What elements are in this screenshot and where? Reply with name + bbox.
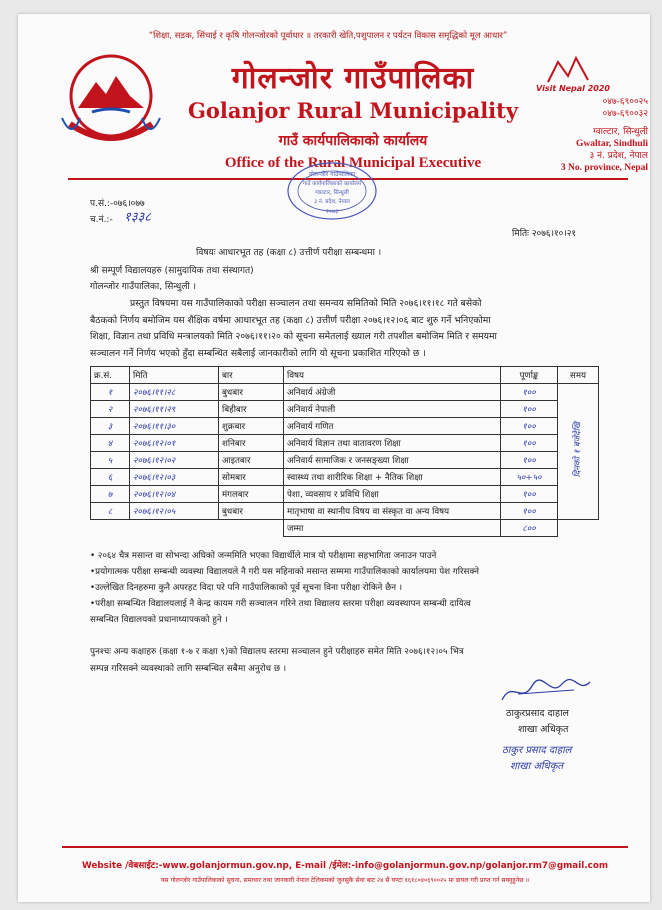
recipient-line-2: गोलन्जोर गाउँपालिका, सिन्धुली । [90, 282, 197, 292]
phone-2: ०४७-६९००३२ [602, 109, 648, 119]
table-row: ४ २०७६।१२।०१ शनिबार अनिवार्य विज्ञान तथा वातावरण शिक्षा १०० [91, 435, 599, 452]
total-marks: ८०० [501, 520, 558, 537]
body-line: बैठकको निर्णय बमोजिम यस शैक्षिक वर्षमा आधारभूत तह (कक्षा ८) उत्तीर्ण परीक्षा २०७६।१२।०६ बाट शुरु गर्ने भनिएकोमा [90, 314, 491, 326]
table-row: ५ २०७६।१२।०२ आइतबार अनिवार्य सामाजिक र जनसङ्ख्या शिक्षा १०० [91, 452, 599, 469]
notes-list [90, 548, 610, 628]
time-text: दिनको १ बजेदेखि [573, 422, 583, 478]
header-sn: क्र.सं. [91, 367, 130, 384]
emblem-logo [58, 48, 164, 152]
signature-scribble [488, 676, 598, 708]
office-title-np: गाउँ कार्यपालिकाको कार्यालय [278, 133, 428, 149]
header-time: समय [558, 367, 599, 384]
motto-text: “शिक्षा, सडक, सिंचाई र कृषि गोलन्जोरको पूर्वाधार ॥ तरकारी खेति,पशुपालन र पर्यटन विकास समृद्धिको मूल आधार” [148, 31, 508, 41]
header-marks: पूर्णाङ्क [501, 367, 558, 384]
mountain-icon [78, 76, 144, 108]
recipient-line-1: श्री सम्पूर्ण विद्यालयहरु (सामुदायिक तथा संस्थागत) [90, 266, 254, 276]
time-cell [558, 384, 599, 520]
footer-divider [62, 846, 628, 848]
svg-text:Visit Nepal 2020: Visit Nepal 2020 [536, 84, 610, 93]
exam-schedule-table [90, 366, 599, 537]
emblem-ribbon [70, 124, 152, 138]
header-date: मिति [130, 367, 219, 384]
address-en-1: Gwaltar, Sindhuli [576, 139, 648, 149]
table-row: ७ २०७६।१२।०४ मंगलबार पेशा, व्यवसाय र प्रविधि शिक्षा १०० [91, 486, 599, 503]
list-item: •परीक्षा सम्बन्धित विद्यालयलाई नै केन्द्र कायम गरी सञ्चालन गरिने तथा विद्यालय स्तरमा परीक्षा व्यवस्थापन सम्बन्धी दायित्व [90, 599, 471, 609]
contact-address-block [552, 96, 648, 174]
list-item: सम्बन्धित विद्यालयको प्रधानाध्यापकको हुने । [90, 615, 228, 625]
signatory-name: ठाकुरप्रसाद दाहाल [506, 708, 569, 719]
dispatch-label: च.नं.:- [90, 215, 113, 225]
list-item: •उल्लेखित दिनहरुमा कुनै अपरहट विदा परे पनि गाउँपालिकाको पूर्व सूचना विना परीक्षा रोकिने छैन । [90, 583, 403, 593]
list-item: •प्रयोगात्मक परीक्षा सम्बन्धी व्यवस्था विद्यालयले नै गरी यस महिनाको मसान्त सम्ममा गाउँपालिकाको कार्यालयमा पेश गरिसक्ने [90, 567, 479, 577]
river-icon [92, 109, 130, 112]
svg-text:ग्वाल्टार, सिन्धुली: ग्वाल्टार, सिन्धुली [315, 190, 349, 196]
office-stamp [284, 160, 380, 222]
table-header-row [91, 367, 599, 384]
header-day: बार [219, 367, 284, 384]
table-row: १ २०७६।११।२८ बुधबार अनिवार्य अंग्रेजी १०० दिनको १ बजेदेखि [91, 384, 599, 401]
table-row: ३ २०७६।११।३० शुक्रबार अनिवार्य गणित १०० [91, 418, 599, 435]
address-np-2: ३ नं. प्रदेश, नेपाल [589, 151, 648, 161]
municipality-title-np: गोलन्जोर गाउँपालिका [231, 61, 475, 96]
address-np-1: ग्वाल्टार, सिन्धुली [593, 127, 648, 137]
phone-1: ०४७-६९००२५ [602, 97, 648, 107]
letter-subject: विषयः आधारभूत तह (कक्षा ८) उत्तीर्ण परीक्षा सम्बन्धमा । [196, 248, 382, 258]
visit-nepal-logo [536, 52, 610, 94]
list-item: • २०६४ चैत्र मसान्त वा सोभन्दा अघिको जन्ममिति भएका विद्यार्थीले मात्र यो परीक्षामा सहभागिता जनाउन पाउने [90, 551, 437, 561]
table-row: ६ २०७६।१२।०३ सोमबार स्वास्थ्य तथा शारीरिक शिक्षा + नैतिक शिक्षा ५०+५० [91, 469, 599, 486]
letter-date: मितिः २०७६।१०।२१ [512, 229, 577, 239]
svg-text:गाउँ कार्यपालिकाको कार्यालय: गाउँ कार्यपालिकाको कार्यालय [302, 181, 362, 187]
signatory-title-handwritten: शाखा अधिकृत [510, 761, 564, 772]
footer-notice: यस गोलन्जोर गाउँपालिकाको सुचना, समाचार तथा जानकारी नेपाल टेलिकमको जुनसुकै सेवा बाट २४ सै घण्टा १६१८०४०६९००२५ मा डायल गरी प्राप्त गर्न सक्नुहुनेछ ॥ [160, 877, 530, 884]
total-label: जम्मा [284, 520, 501, 537]
municipality-title-en: Golanjor Rural Municipality [187, 98, 519, 123]
body-line: शिक्षा, विज्ञान तथा प्रविधि मन्त्रालयको मिति २०७६।११।२० को सूचना समेतलाई ख्याल गरी तपशील बमोजिम मिति र समयमा [90, 331, 497, 342]
reference-number: प.सं.:-०७६।०७७ [90, 199, 145, 209]
dispatch-number: १३३८ [124, 210, 152, 225]
svg-text:३ नं. प्रदेश, नेपाल: ३ नं. प्रदेश, नेपाल [314, 199, 350, 205]
svg-text:गोलन्जोर गाउँपालिका: गोलन्जोर गाउँपालिका [308, 171, 356, 178]
letter-body [90, 296, 620, 362]
table-total-row [91, 520, 599, 537]
postscript: पुनश्चः अन्य कक्षाहरु (कक्षा १-७ र कक्षा ९)को विद्यालय स्तरमा सञ्चालन हुने परीक्षाहरु समेत मिति २०७६।१२।०५ भित्र सम्पन्न गरिसक्ने व्यवस्थाको लागि सम्बन्धित सबैमा अनुरोध छ । [90, 647, 464, 674]
signatory-name-handwritten: ठाकुर प्रसाद दाहाल [502, 745, 572, 756]
body-line: प्रस्तुत विषयमा यस गाउँपालिकाको परीक्षा सञ्चालन तथा समन्वय समितिको मिति २०७६।११।१८ गते बसेको [130, 298, 482, 309]
office-title-en: Office of the Rural Municipal Executive [224, 155, 482, 171]
svg-text:२०७३: २०७३ [325, 208, 339, 215]
body-line: सञ्चालन गर्ने निर्णय भएको हुँदा सम्बन्धित सबैलाई जानकारीको लागि यो सूचना प्रकाशित गरिएको छ । [90, 347, 426, 359]
address-en-2: 3 No. province, Nepal [560, 163, 648, 173]
footer-contact: Website /वेबसाईट:-www.golanjormun.gov.np, E-mail /ईमेल:-info@golanjormun.gov.np/golanjor.rm7@gmail.com [81, 861, 609, 871]
table-row: २ २०७६।११।२९ बिहीबार अनिवार्य नेपाली १०० [91, 401, 599, 418]
table-row: ८ २०७६।१२।०५ बुधबार मातृभाषा वा स्थानीय विषय वा संस्कृत वा अन्य विषय १०० [91, 503, 599, 520]
header-subject: विषय [284, 367, 501, 384]
signatory-title: शाखा अधिकृत [518, 724, 569, 735]
